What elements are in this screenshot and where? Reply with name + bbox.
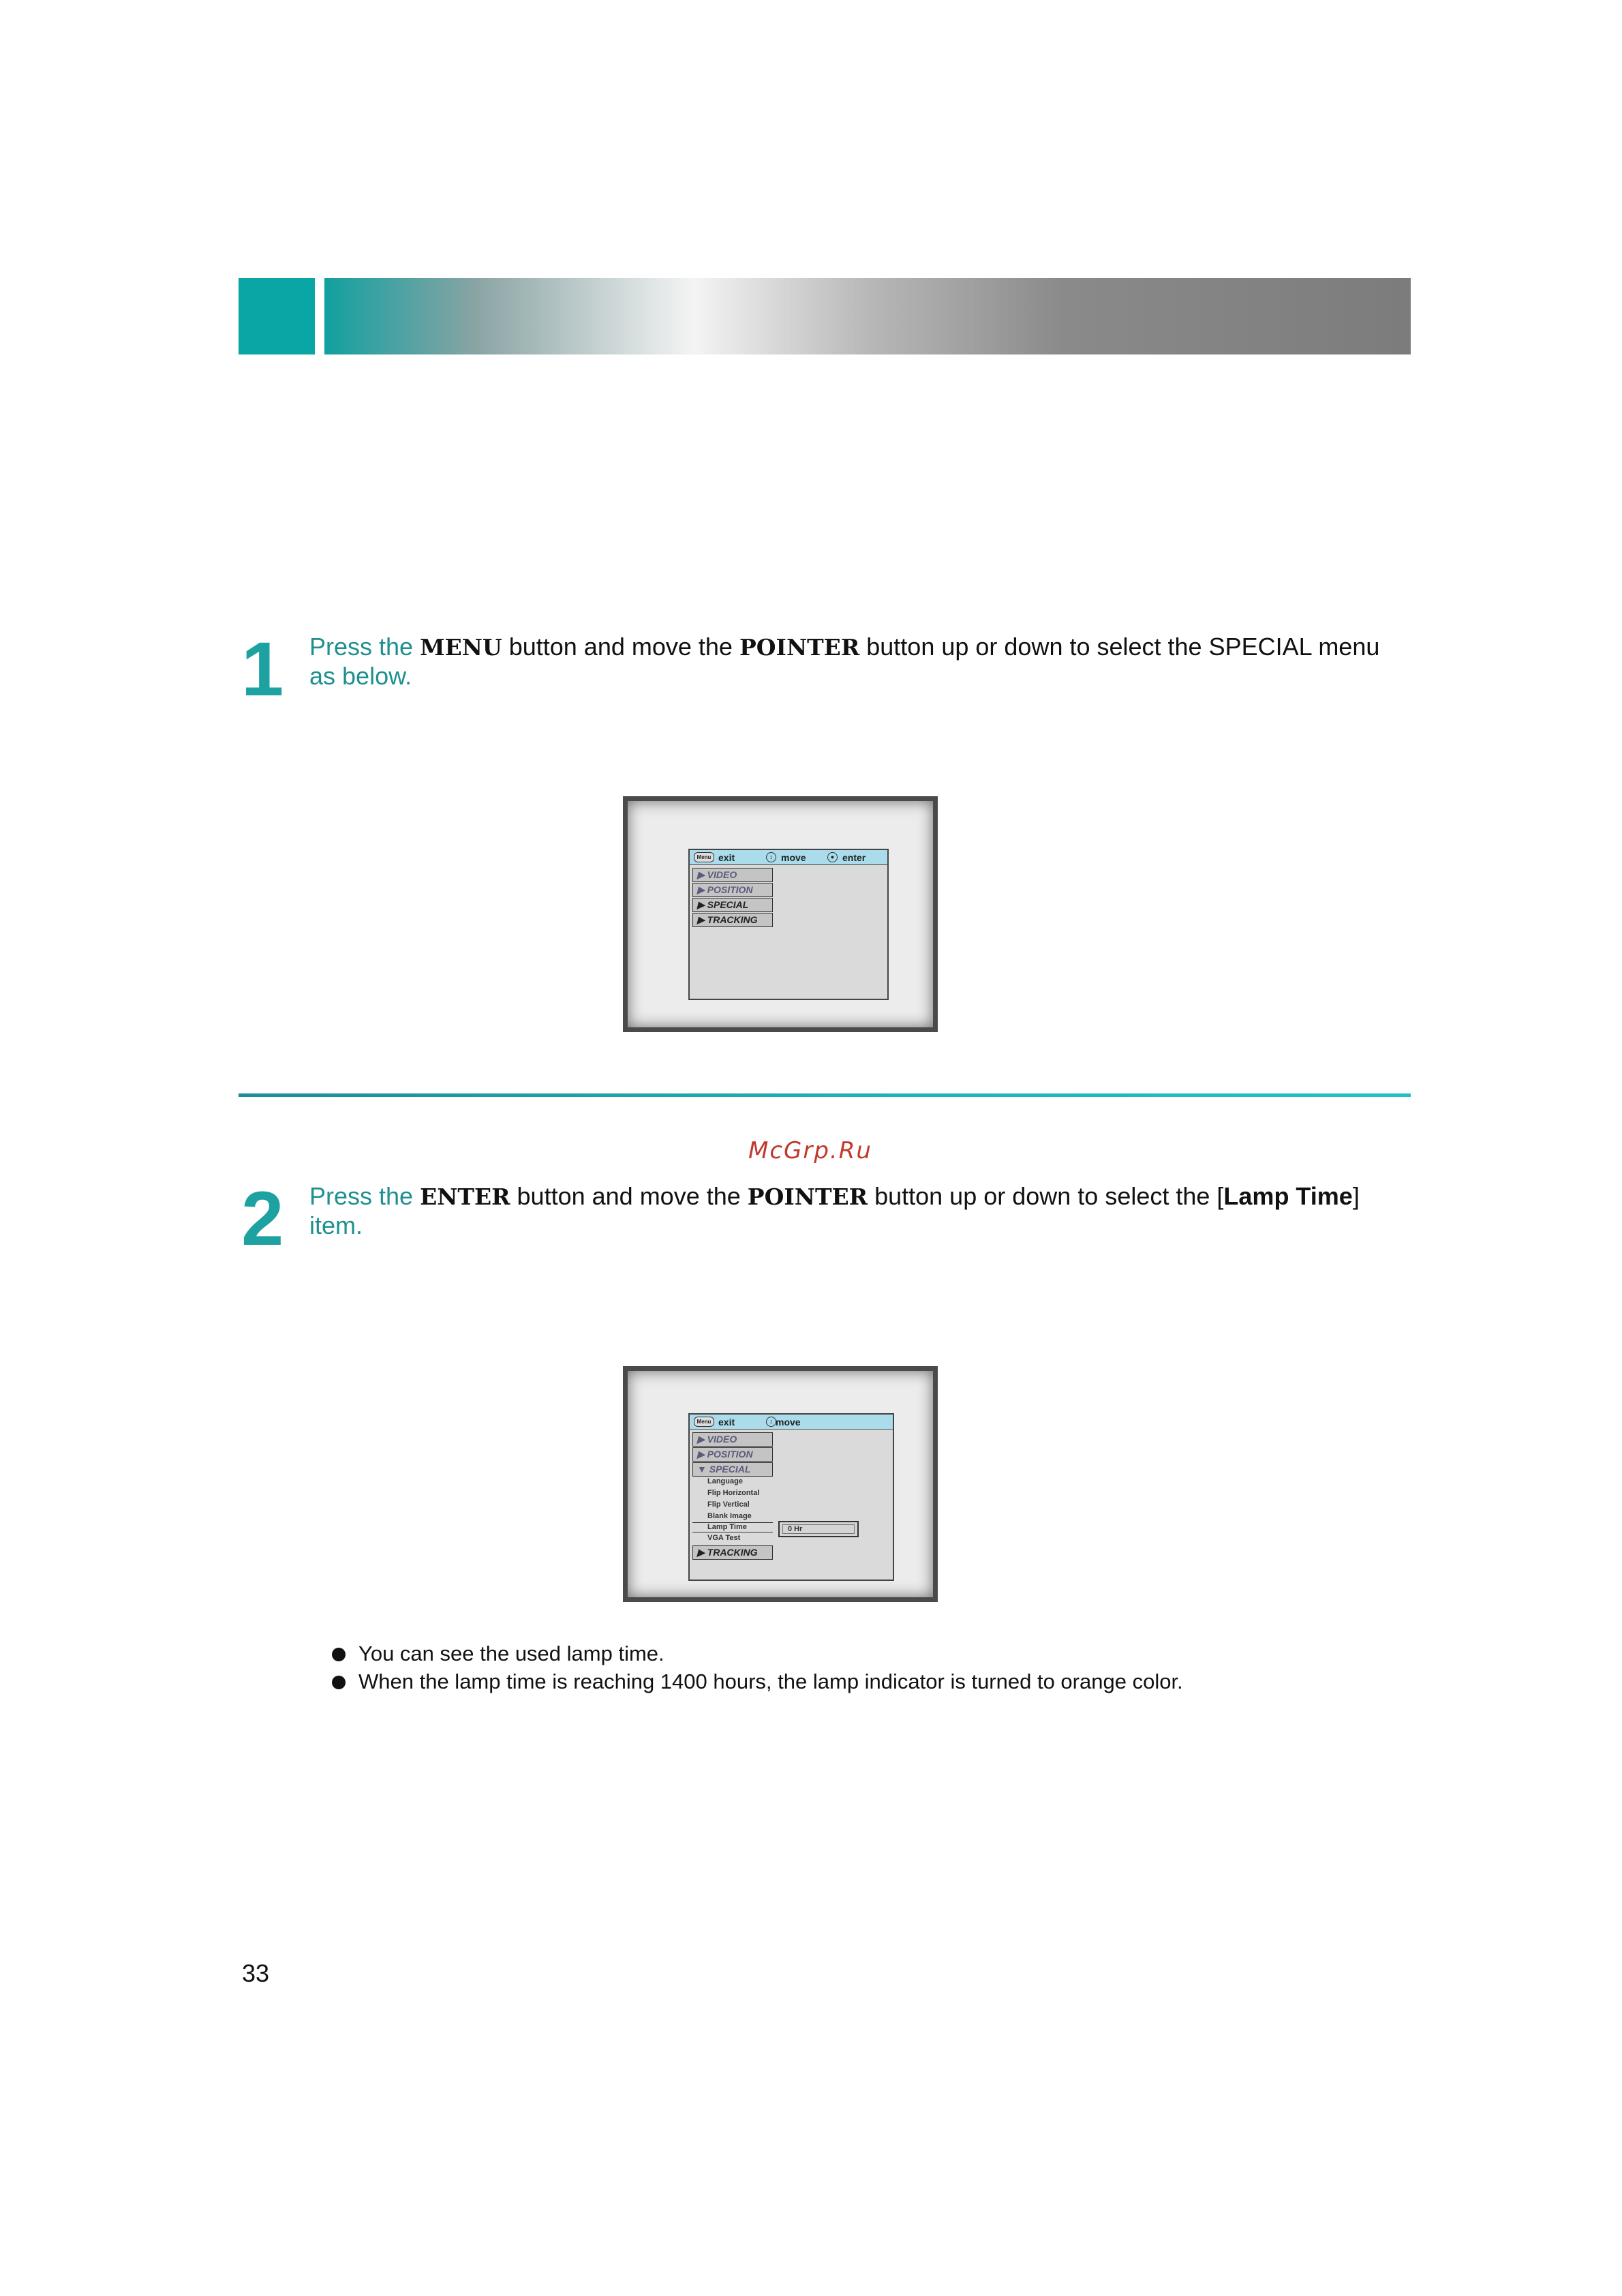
enter-icon: ●: [827, 852, 838, 862]
osd-sub-lamp-time: Lamp Time: [692, 1522, 773, 1532]
osd-sub-language: Language: [707, 1477, 743, 1485]
enter-key-label: ENTER: [420, 1183, 510, 1210]
step-1-number: 1: [241, 626, 284, 712]
monitor-screenshot-1: [623, 796, 938, 1032]
header-banner: [324, 278, 1411, 354]
osd-item-tracking: ▶ TRACKING: [692, 913, 773, 927]
osd-sub-flip-horizontal: Flip Horizontal: [707, 1489, 760, 1497]
page-number: 33: [242, 1959, 270, 1987]
section-divider: [239, 1093, 1411, 1097]
osd-item-video: ▶ VIDEO: [692, 1432, 773, 1447]
watermark: McGrp.Ru: [748, 1137, 872, 1164]
menu-key-label: MENU: [420, 634, 502, 661]
osd-item-tracking: ▶ TRACKING: [692, 1545, 773, 1560]
step-2-number: 2: [241, 1176, 284, 1261]
osd-sub-blank-image: Blank Image: [707, 1512, 752, 1520]
osd-sub-flip-vertical: Flip Vertical: [707, 1500, 750, 1509]
header-accent-block: [239, 278, 315, 354]
lamp-time-value: 0 Hr: [778, 1521, 859, 1537]
lamp-time-label: Lamp Time: [1223, 1182, 1353, 1210]
osd-menu-2: [688, 1413, 894, 1581]
monitor-screenshot-2: [623, 1366, 938, 1602]
menu-key-icon: Menu: [694, 1417, 714, 1427]
osd-item-position: ▶ POSITION: [692, 883, 773, 897]
osd-item-special: ▼ SPECIAL: [692, 1462, 773, 1477]
osd-status-bar: Menu exit ↕ move ● enter: [690, 850, 887, 865]
step-1-instructions: Press the MENU button and move the POINTER button up or down to select the SPECIAL menu as below.: [309, 633, 1380, 690]
menu-key-icon: Menu: [694, 852, 714, 862]
pointer-key-label: POINTER: [739, 634, 860, 661]
bullet-icon: [332, 1676, 346, 1689]
move-icon: ↕: [766, 852, 776, 862]
move-icon: ↕: [766, 1417, 776, 1427]
bullet-icon: [332, 1648, 346, 1661]
osd-status-bar: Menu exit ↕ move: [690, 1415, 893, 1430]
osd-item-special: ▶ SPECIAL: [692, 898, 773, 912]
osd-menu-1: [688, 849, 889, 1000]
note-lamp-indicator: When the lamp time is reaching 1400 hours, the lamp indicator is turned to orange color.: [358, 1670, 1183, 1693]
note-used-lamp-time: You can see the used lamp time.: [358, 1642, 664, 1665]
step-2-instructions: Press the ENTER button and move the POINTER button up or down to select the [Lamp Time] item.: [309, 1182, 1360, 1239]
osd-item-video: ▶ VIDEO: [692, 868, 773, 882]
pointer-key-label: POINTER: [747, 1183, 868, 1210]
osd-sub-vga-test: VGA Test: [707, 1534, 741, 1542]
osd-item-position: ▶ POSITION: [692, 1447, 773, 1462]
